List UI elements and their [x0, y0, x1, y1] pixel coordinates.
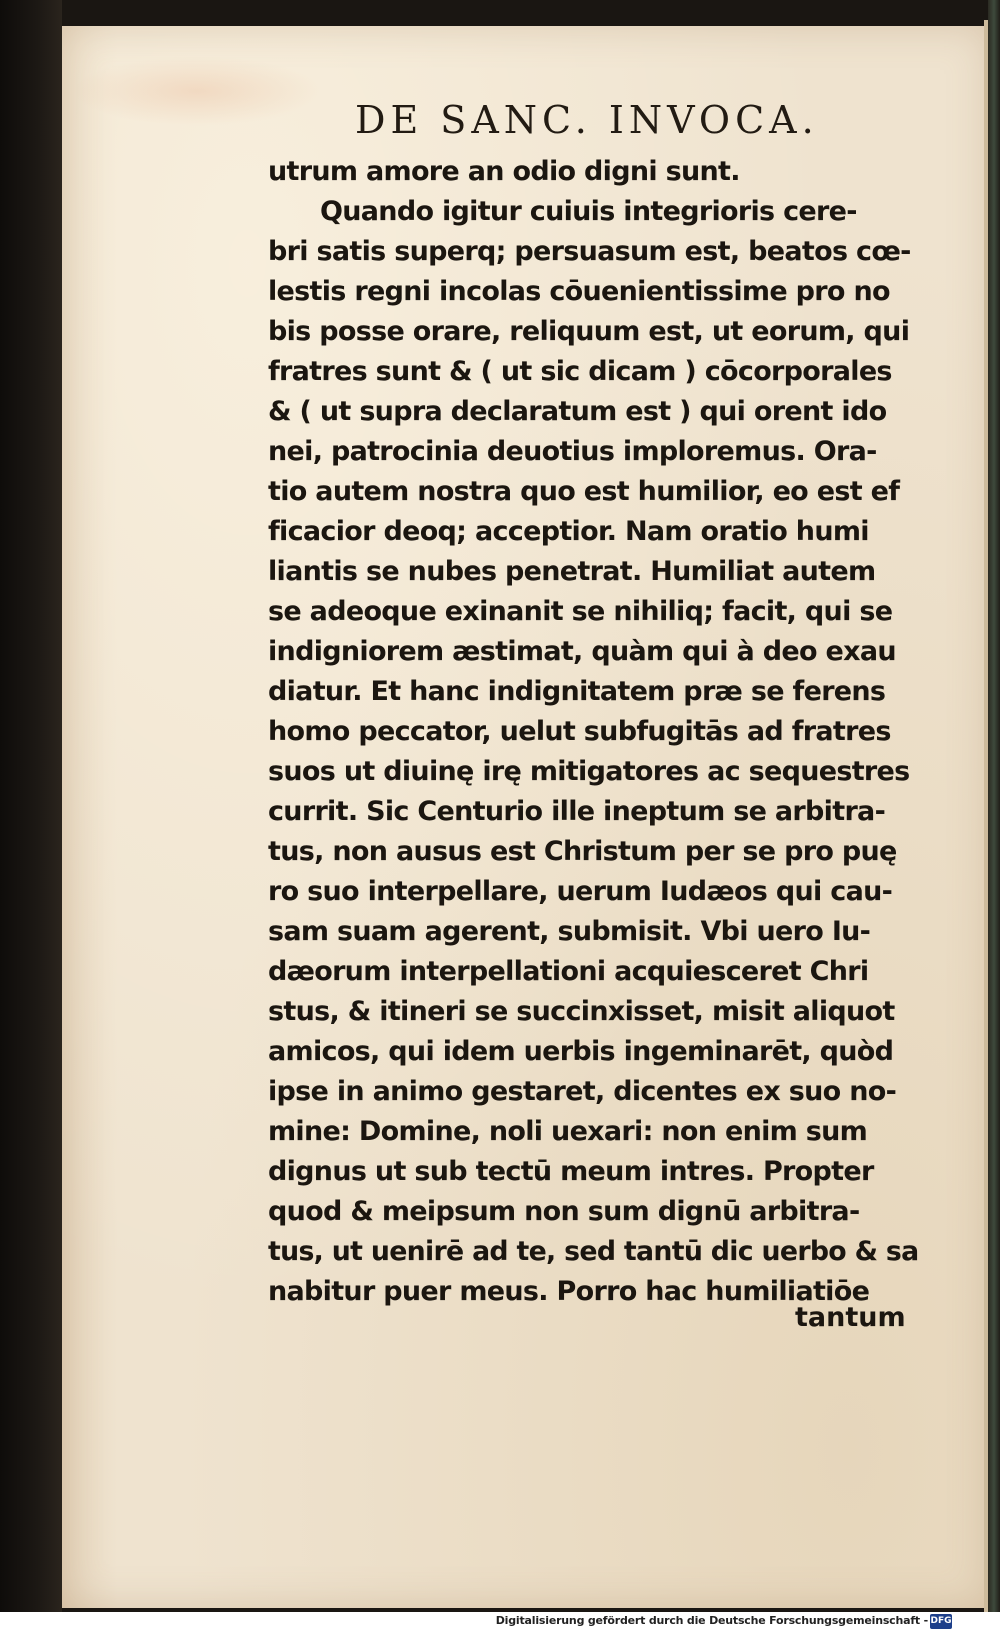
text-line: se adeoque exinanit se nihiliq; facit, qui se — [268, 596, 893, 627]
text-line: nei, patrocinia deuotius imploremus. Ora- — [268, 436, 877, 467]
text-line: ipse in animo gestaret, dicentes ex suo no- — [268, 1076, 897, 1107]
page-stain — [72, 56, 322, 126]
book-binding-left — [0, 0, 62, 1633]
footer-credit: Digitalisierung gefördert durch die Deutsche Forschungsgemeinschaft - — [495, 1614, 928, 1627]
text-line: sam suam agerent, submisit. Vbi uero Iu- — [268, 916, 871, 947]
text-line: homo peccator, uelut subfugitās ad fratres — [268, 716, 891, 747]
text-line: currit. Sic Centurio ille ineptum se arbitra- — [268, 796, 886, 827]
digitization-footer — [0, 1612, 1000, 1633]
text-line: bri satis superq; persuasum est, beatos cœ- — [268, 236, 911, 267]
text-line: indigniorem æstimat, quàm qui à deo exau — [268, 636, 896, 667]
text-line: tus, non ausus est Christum per se pro puę — [268, 836, 897, 867]
text-line: utrum amore an odio digni sunt. — [268, 156, 740, 187]
text-line: tus, ut uenirē ad te, sed tantū dic uerbo & sa — [268, 1236, 919, 1267]
text-line: nabitur puer meus. Porro hac humiliatiōe — [268, 1276, 870, 1307]
text-line: bis posse orare, reliquum est, ut eorum, qui — [268, 316, 910, 347]
book-binding-right — [988, 0, 1000, 1633]
text-line: amicos, qui idem uerbis ingeminarēt, quòd — [268, 1036, 894, 1067]
text-line: ficacior deoq; acceptior. Nam oratio humi — [268, 516, 869, 547]
text-line: tio autem nostra quo est humilior, eo est ef — [268, 476, 900, 507]
running-head: DE SANC. INVOCA. — [355, 98, 819, 142]
dfg-logo-icon: DFG — [930, 1614, 952, 1629]
text-line: lestis regni incolas cōuenientissime pro no — [268, 276, 890, 307]
catchword: tantum — [795, 1302, 906, 1333]
text-line: mine: Domine, noli uexari: non enim sum — [268, 1116, 868, 1147]
text-line: & ( ut supra declaratum est ) qui orent ido — [268, 396, 887, 427]
text-line: liantis se nubes penetrat. Humiliat autem — [268, 556, 876, 587]
text-line: dæorum interpellationi acquiesceret Chri — [268, 956, 869, 987]
text-line: dignus ut sub tectū meum intres. Propter — [268, 1156, 874, 1187]
text-line: Quando igitur cuiuis integrioris cere- — [320, 196, 857, 227]
text-line: ro suo interpellare, uerum Iudæos qui cau- — [268, 876, 893, 907]
text-line: diatur. Et hanc indignitatem præ se ferens — [268, 676, 886, 707]
text-line: quod & meipsum non sum dignū arbitra- — [268, 1196, 860, 1227]
text-line: fratres sunt & ( ut sic dicam ) cōcorporales — [268, 356, 892, 387]
text-line: suos ut diuinę irę mitigatores ac sequestres — [268, 756, 910, 787]
text-line: stus, & itineri se succinxisset, misit aliquot — [268, 996, 895, 1027]
